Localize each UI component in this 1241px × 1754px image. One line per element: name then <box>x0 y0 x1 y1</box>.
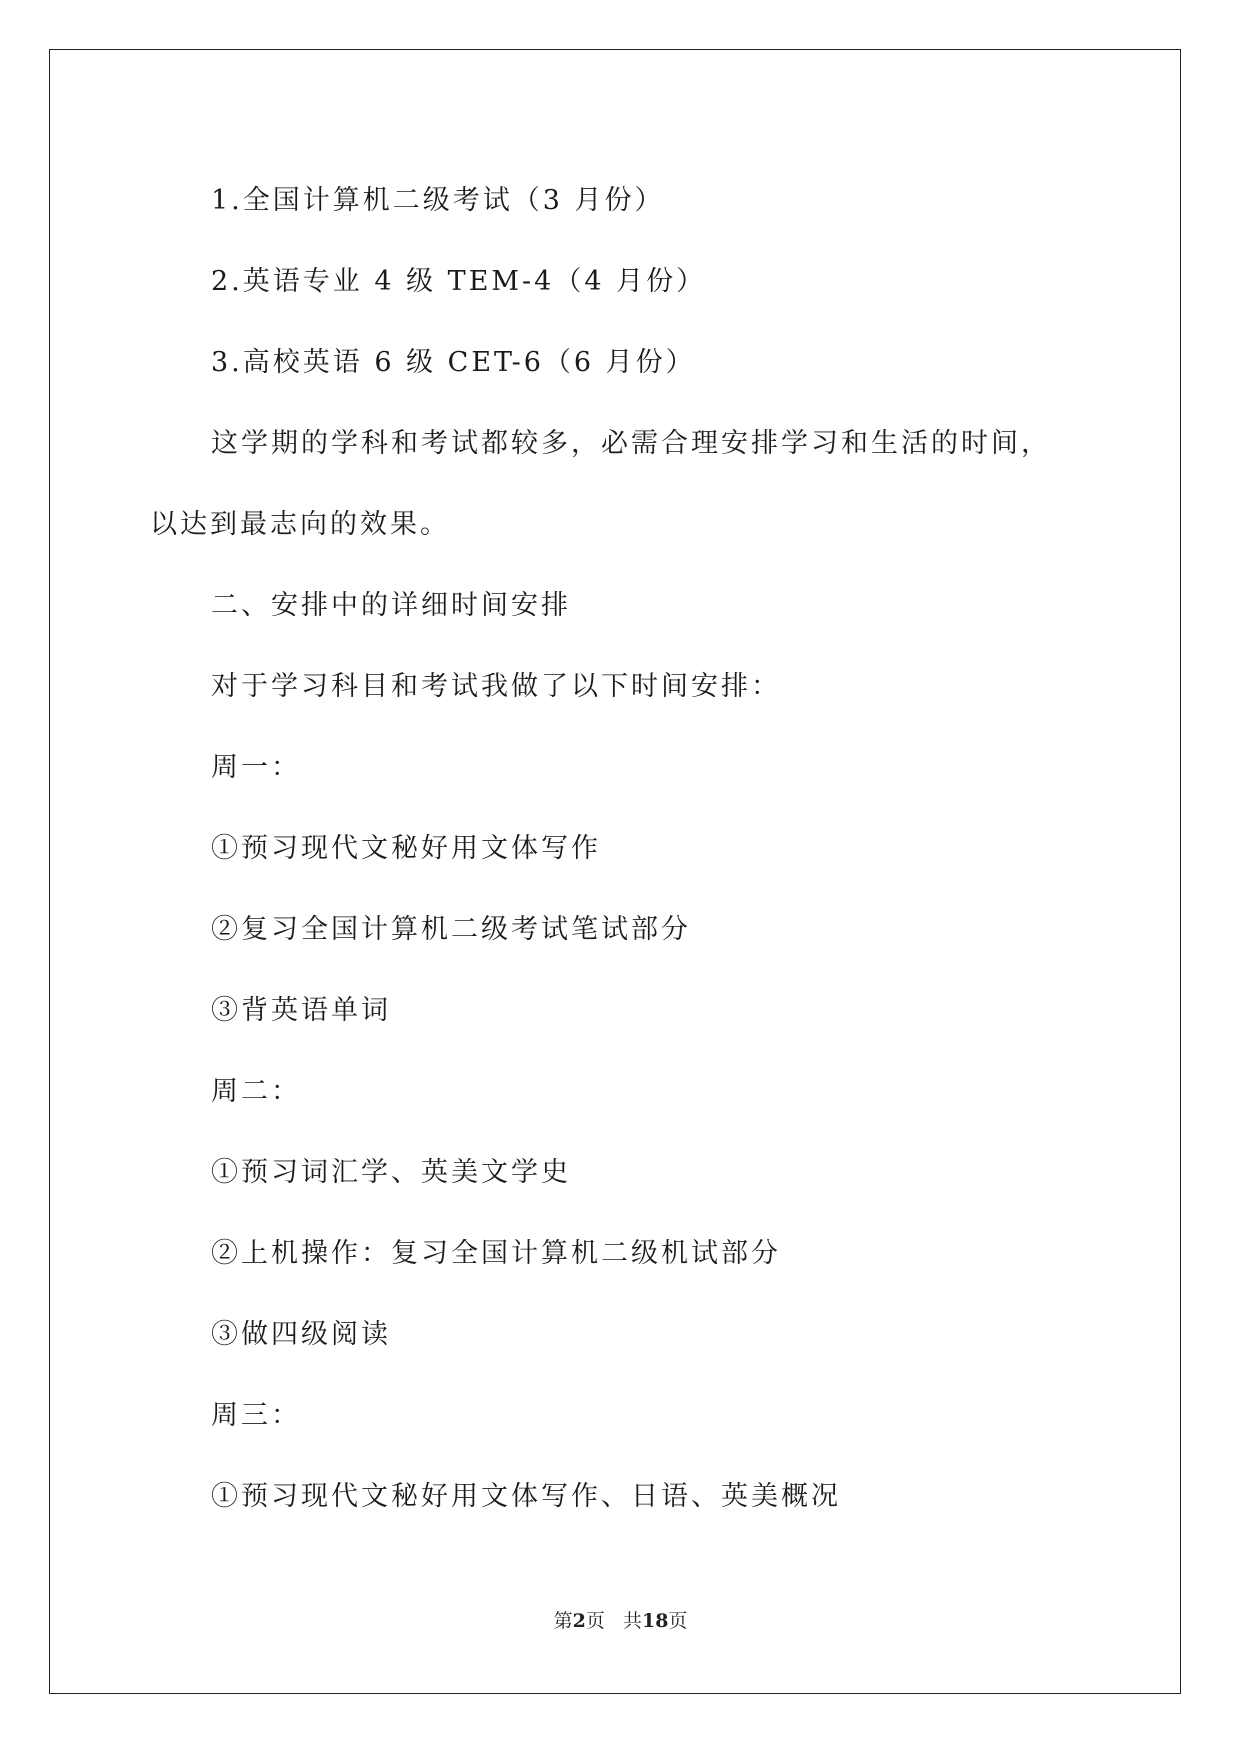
total-pages: 18 <box>641 1610 669 1632</box>
page-footer <box>0 1606 1241 1633</box>
total-suffix: 页 <box>668 1610 688 1632</box>
list-item: ②上机操作：复习全国计算机二级机试部分 <box>211 1238 781 1269</box>
paragraph-continuation: 以达到最志向的效果。 <box>150 509 450 540</box>
paragraph: 2.英语专业 4 级 TEM-4（4 月份） <box>211 266 707 297</box>
list-item: ①预习词汇学、英美文学史 <box>211 1157 571 1188</box>
day-heading-tuesday: 周二： <box>211 1076 301 1107</box>
list-item: ①预习现代文秘好用文体写作、日语、英美概况 <box>211 1481 841 1512</box>
day-heading-wednesday: 周三： <box>211 1400 301 1431</box>
document-body <box>150 160 1090 1537</box>
section-heading: 二、安排中的详细时间安排 <box>211 590 571 621</box>
page-suffix: 页 <box>585 1610 605 1632</box>
paragraph: 对于学习科目和考试我做了以下时间安排： <box>211 671 781 702</box>
total-prefix: 共 <box>622 1610 642 1632</box>
page-number: 2 <box>572 1610 586 1632</box>
list-item: ②复习全国计算机二级考试笔试部分 <box>211 914 691 945</box>
day-heading-monday: 周一： <box>211 752 301 783</box>
paragraph: 这学期的学科和考试都较多，必需合理安排学习和生活的时间， <box>211 428 1051 459</box>
list-item: ③背英语单词 <box>211 995 391 1026</box>
list-item: ③做四级阅读 <box>211 1319 391 1350</box>
page-prefix: 第 <box>553 1610 573 1632</box>
paragraph: 3.高校英语 6 级 CET-6（6 月份） <box>211 347 696 378</box>
paragraph: 1.全国计算机二级考试（3 月份） <box>211 185 665 216</box>
list-item: ①预习现代文秘好用文体写作 <box>211 833 601 864</box>
